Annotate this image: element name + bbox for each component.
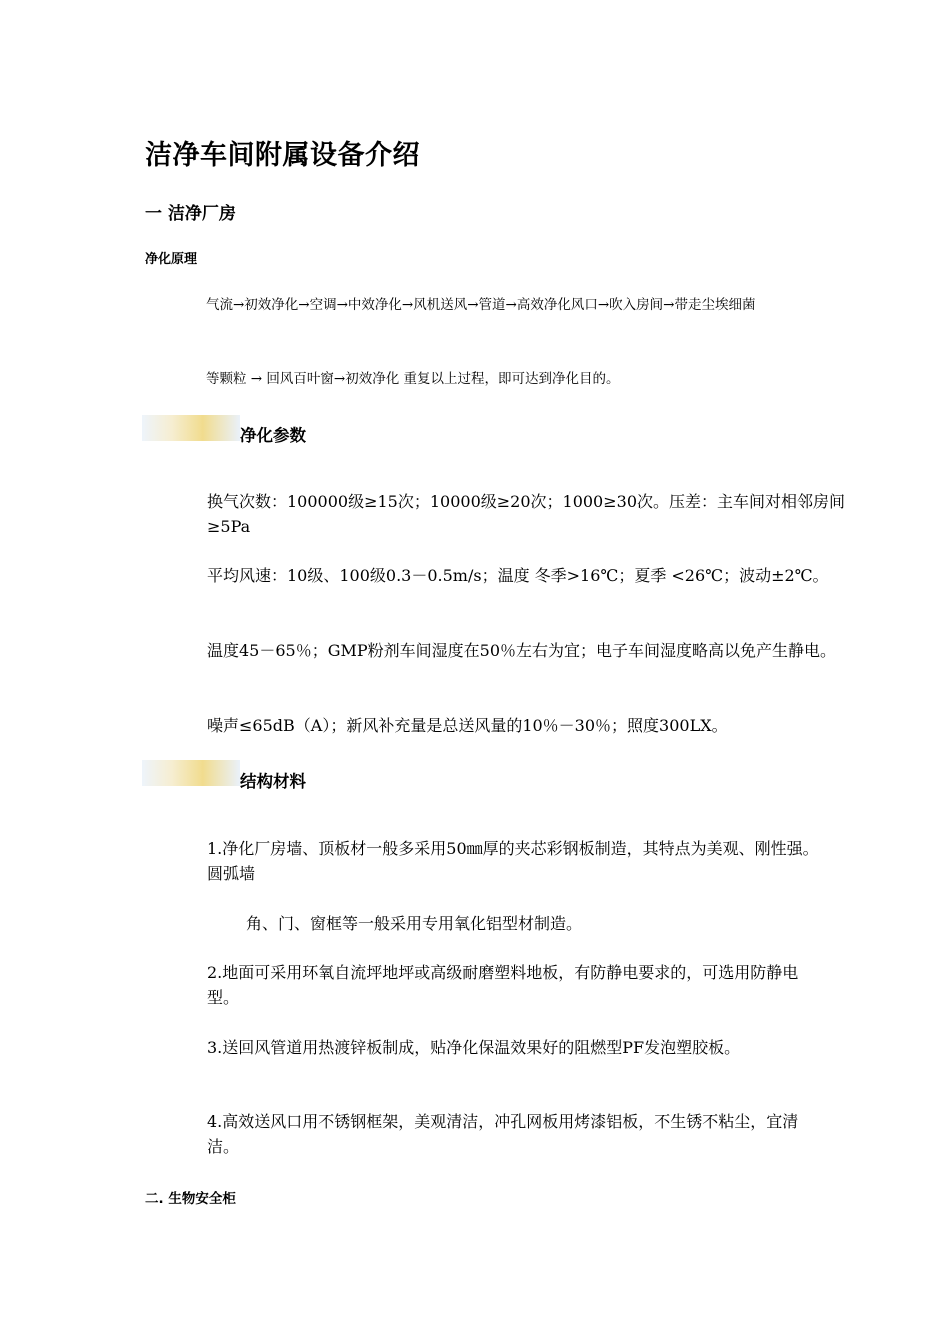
section-heading-clean-plant: 一 洁净厂房 bbox=[145, 204, 236, 224]
section-heading-biosafety-cabinet: 二. 生物安全柜 bbox=[145, 1191, 236, 1207]
params-noise: 噪声≤65dB（A）；新风补充量是总送风量的10％－30％；照度300LX。 bbox=[207, 716, 728, 735]
materials-item-2: 2.地面可采用环氧自流坪地坪或高级耐磨塑料地板，有防静电要求的，可选用防静电型。 bbox=[207, 963, 799, 1007]
page-title: 洁净车间附属设备介绍 bbox=[145, 140, 420, 171]
banner-label-materials: 结构材料 bbox=[240, 772, 306, 791]
materials-item-1-continued: 角、门、窗框等一般采用专用氧化铝型材制造。 bbox=[246, 914, 583, 933]
banner-decoration bbox=[142, 415, 240, 441]
materials-item-3: 3.送回风管道用热渡锌板制成，贴净化保温效果好的阻燃型PF发泡塑胶板。 bbox=[207, 1038, 741, 1057]
params-air-changes: 换气次数：100000级≥15次；10000级≥20次；1000≥30次。压差：主车间对相邻房间≥5Pa bbox=[207, 492, 845, 536]
materials-item-1: 1.净化厂房墙、顶板材一般多采用50㎜厚的夹芯彩钢板制造，其特点为美观、刚性强。圆弧墙 bbox=[207, 839, 819, 883]
params-humidity: 温度45－65％；GMP粉剂车间湿度在50％左右为宜；电子车间湿度略高以免产生静电。 bbox=[207, 641, 837, 660]
principle-line-2: 等颗粒 → 回风百叶窗→初效净化 重复以上过程，即可达到净化目的。 bbox=[206, 371, 620, 387]
params-air-speed: 平均风速：10级、100级0.3－0.5m/s；温度 冬季>16℃；夏季 <26℃；波动±2℃。 bbox=[207, 566, 829, 585]
banner-label-params: 净化参数 bbox=[240, 426, 306, 445]
subheading-purification-principle: 净化原理 bbox=[145, 252, 198, 267]
banner-decoration bbox=[142, 760, 240, 786]
principle-line-1: 气流→初效净化→空调→中效净化→风机送风→管道→高效净化风口→吹入房间→带走尘埃细菌 bbox=[206, 297, 756, 313]
materials-item-4: 4.高效送风口用不锈钢框架，美观清洁，冲孔网板用烤漆铝板，不生锈不粘尘，宜清洁。 bbox=[207, 1112, 799, 1156]
